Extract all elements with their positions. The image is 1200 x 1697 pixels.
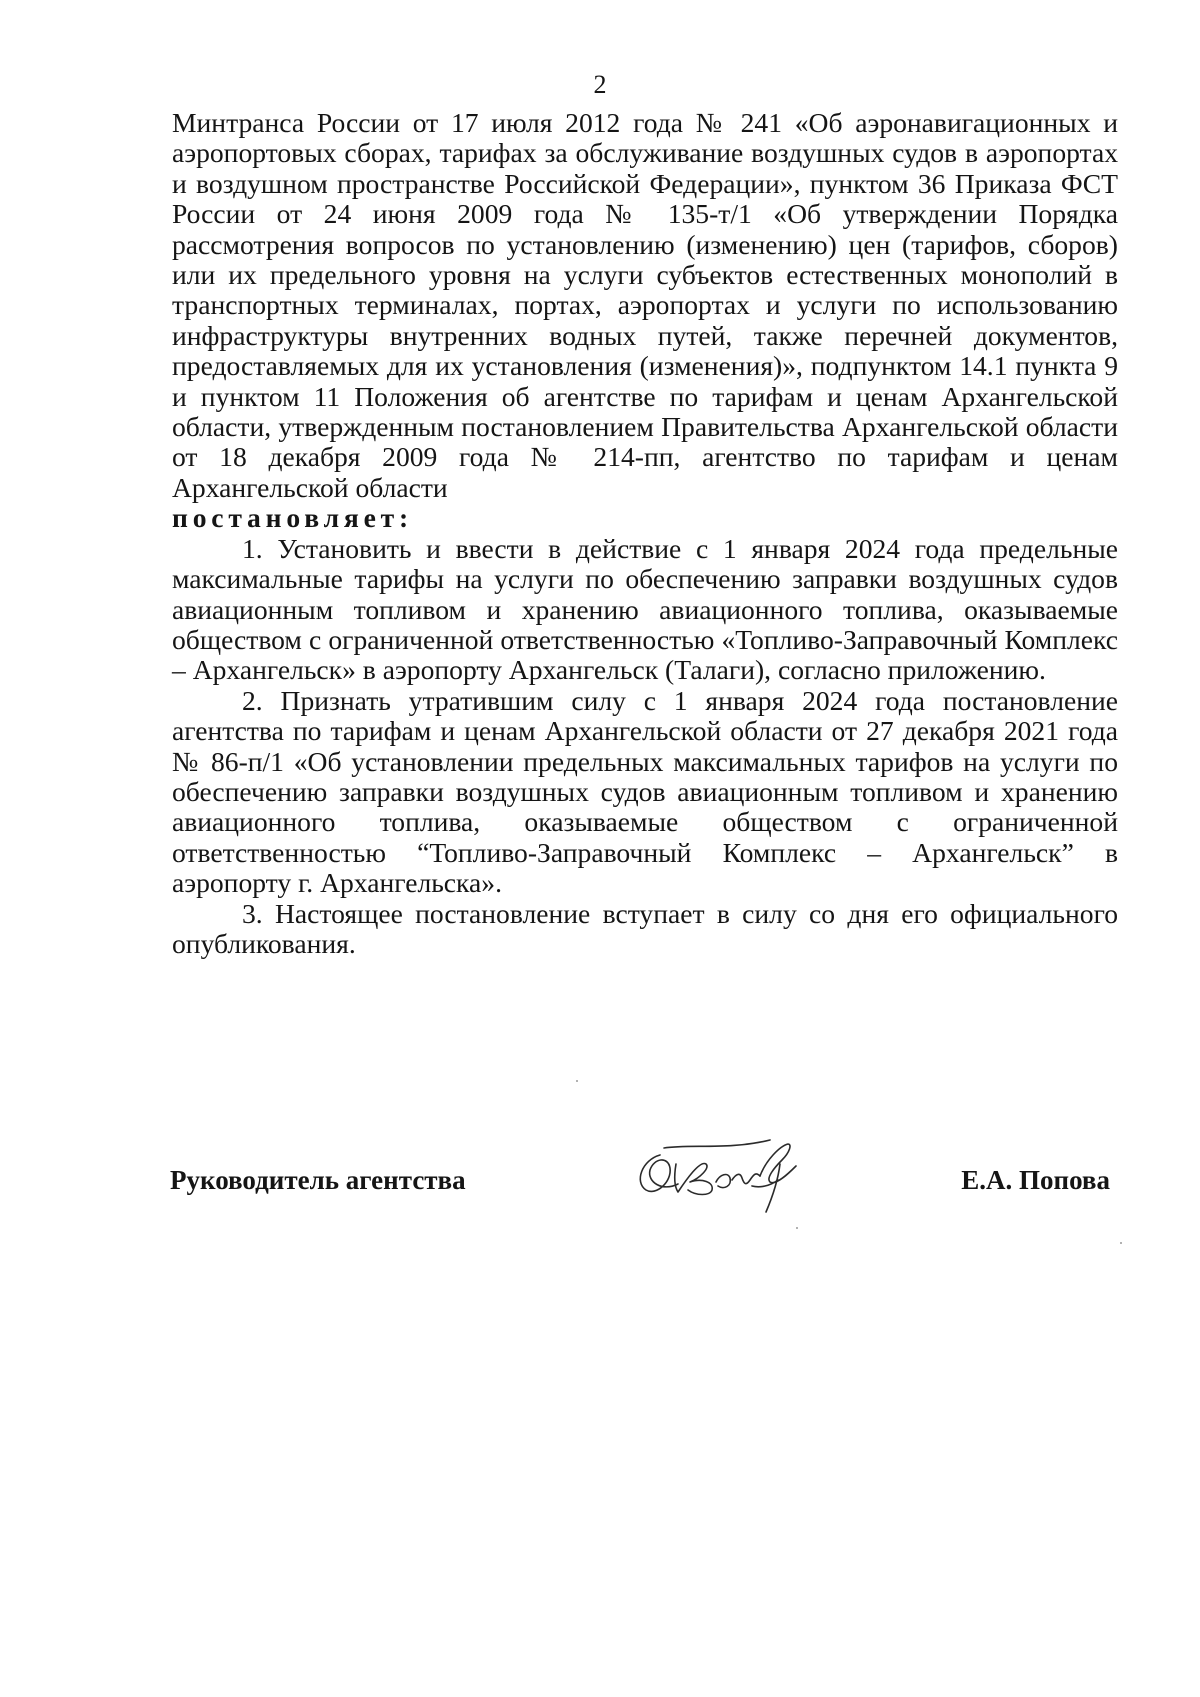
scan-speck — [576, 1080, 578, 1082]
signature-block — [170, 1140, 1120, 1240]
item-1-paragraph: 1. Установить и ввести в действие с 1 января 2024 года предельные максимальные тарифы на услуги по обеспечению заправки воздушных судов авиационным топливом и хранению авиационного топлива, оказываемые обществом с ограниченной ответственностью «Топливо-Заправочный Комплекс – Архангельск» в аэропорту Архангельск (Талаги), согласно приложению. — [172, 532, 1118, 686]
scan-speck — [1120, 1242, 1122, 1244]
signer-name: Е.А. Попова — [961, 1165, 1110, 1195]
handwritten-signature — [620, 1120, 820, 1220]
scan-speck — [796, 1227, 798, 1229]
decree-word: постановляет: — [172, 502, 413, 534]
page-number: 2 — [593, 70, 607, 99]
signer-position: Руководитель агентства — [170, 1165, 466, 1195]
item-3-paragraph: 3. Настоящее постановление вступает в силу со дня его официального опубликования. — [172, 897, 1118, 959]
intro-paragraph — [172, 108, 1118, 503]
intro-text: Минтранса России от 17 июля 2012 года № 241 «Об аэронавигационных и аэропортовых сборах, тарифах за обслуживание воздушных судов в аэропортах и воздушном пространстве Российской Федерации», пунктом 36 Приказа ФСТ России от 24 июня 2009 года № 135-т/1 «Об утверждении Порядка рассмотрения вопросов по установлению (изменению) цен (тарифов, сборов) или их предельного уровня на услуги субъектов естественных монополий в транспортных терминалах, портах, аэропортах и услуги по использованию инфраструктуры внутренних водных путей, также перечней документов, предоставляемых для их установления (изменения)», подпунктом 14.1 пункта 9 и пунктом 11 Положения об агентстве по тарифам и ценам Архангельской области, утвержденным постановлением Правительства Архангельской области от 18 декабря 2009 года № 214-пп, агентство по тарифам и ценам Архангельской области — [172, 107, 1118, 503]
item-2-paragraph: 2. Признать утратившим силу с 1 января 2024 года постановление агентства по тарифам и ценам Архангельской области от 27 декабря 2021 года № 86-п/1 «Об установлении предельных максимальных тарифов на услуги по обеспечению заправки воздушных судов авиационным топливом и хранению авиационного топлива, оказываемые обществом с ограниченной ответственностью “Топливо-Заправочный Комплекс – Архангельск” в аэропорту г. Архангельска». — [172, 684, 1118, 899]
document-body — [172, 108, 1118, 959]
decree-paragraph — [172, 503, 1118, 533]
